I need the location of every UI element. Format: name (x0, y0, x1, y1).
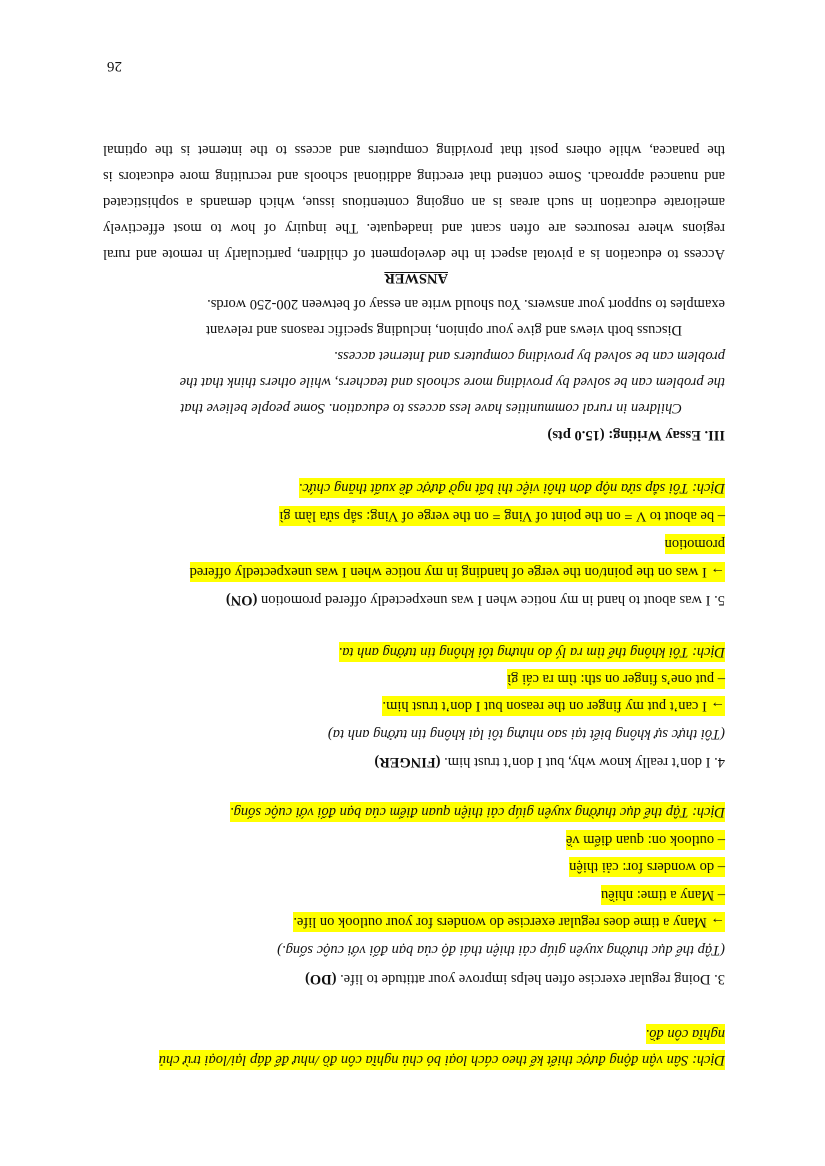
page-number: 26 (107, 58, 122, 74)
prompt-line-1: Children in rural communities have less access to education. Some people believe that (180, 400, 682, 416)
q3-answer: → Many a time does regular exercise do wonders for your outlook on life. (293, 914, 725, 930)
q5-answer-line2: promotion (664, 536, 725, 552)
q5-note-1: – be about to V = on the point of Ving = on the verge of Ving: sắp sửa làm gì (279, 508, 725, 524)
q5-keyword: (ON) (225, 592, 258, 608)
answer-line-5: the panacea, while others posit that providing computers and access to the internet is the optimal (103, 142, 725, 158)
q3-dich: Dịch: Tập thể dục thường xuyên giúp cải thiện quan điểm của bạn đối với cuộc sống. (230, 804, 725, 820)
instruction-line-1: Discuss both views and give your opinion, including specific reasons and relevant (206, 322, 682, 338)
q4-answer: → I can’t put my finger on the reason but I don’t trust him. (382, 698, 725, 714)
q4-question: 4. I don’t really know why, but I don’t trust him. (FINGER) (374, 754, 725, 770)
instruction-line-2: examples to support your answers. You should write an essay of between 200-250 words. (207, 296, 725, 312)
answer-line-2: regions where resources are often scant and inadequate. The inquiry of how to most effectively (103, 220, 725, 236)
q3-note-1: – Many a time: nhiều (600, 887, 725, 903)
q3-keyword: (DO) (305, 971, 337, 987)
prompt-line-2: the problem can be solved by providing more schools and teachers, while others think that the (179, 374, 725, 390)
q5-answer-line1: → I was on the point/on the verge of handing in my notice when I was unexpectedly offered (189, 564, 725, 580)
q3-note-3: – outlook on: quan điểm về (565, 832, 725, 848)
q2-dich-line1: Dịch: Sân vận động được thiết kế theo cách loại bỏ chủ nghĩa côn đồ /như để đáp lại/loại trừ chủ (158, 1052, 725, 1068)
q5-dich: Dịch: Tôi sắp sửa nộp đơn thôi việc thì bất ngờ được đề xuất thăng chức. (298, 480, 725, 496)
q4-dich: Dịch: Tôi không thể tìm ra lý do nhưng tôi không tin tưởng anh ta. (338, 644, 725, 660)
prompt-line-3: problem can be solved by providing computers and Internet access. (333, 348, 725, 364)
q4-keyword: (FINGER) (374, 754, 441, 770)
q3-question: 3. Doing regular exercise often helps improve your attitude to life. (DO) (305, 971, 725, 987)
q3-note-2: – do wonders for: cải thiện (569, 859, 725, 875)
q5-question: 5. I was about to hand in my notice when I was unexpectedly offered promotion (ON) (225, 592, 725, 608)
answer-line-1: Access to education is a pivotal aspect in the development of children, particularly in remote and rural (103, 246, 725, 262)
q3-translation: (Tập thể dục thường xuyên giúp cải thiện thái độ của bạn đối với cuộc sống.) (277, 942, 725, 958)
section-heading: III. Essay Writing: (15.0 pts) (547, 427, 725, 443)
answer-heading: ANSWER (384, 270, 448, 286)
q4-note-1: – put one’s finger on sth: tìm ra cái gì (507, 671, 725, 687)
q2-dich-line2: nghĩa côn đồ. (645, 1026, 725, 1042)
q4-translation: (Tôi thực sự không biết tại sao nhưng tôi lại không tin tưởng anh ta) (327, 726, 725, 742)
answer-line-3: ameliorate education in such areas is an ongoing contentious issue, which demands a sophisticated (103, 194, 725, 210)
answer-line-4: and nuanced approach. Some contend that erecting additional schools and recruiting more educators is (103, 168, 725, 184)
